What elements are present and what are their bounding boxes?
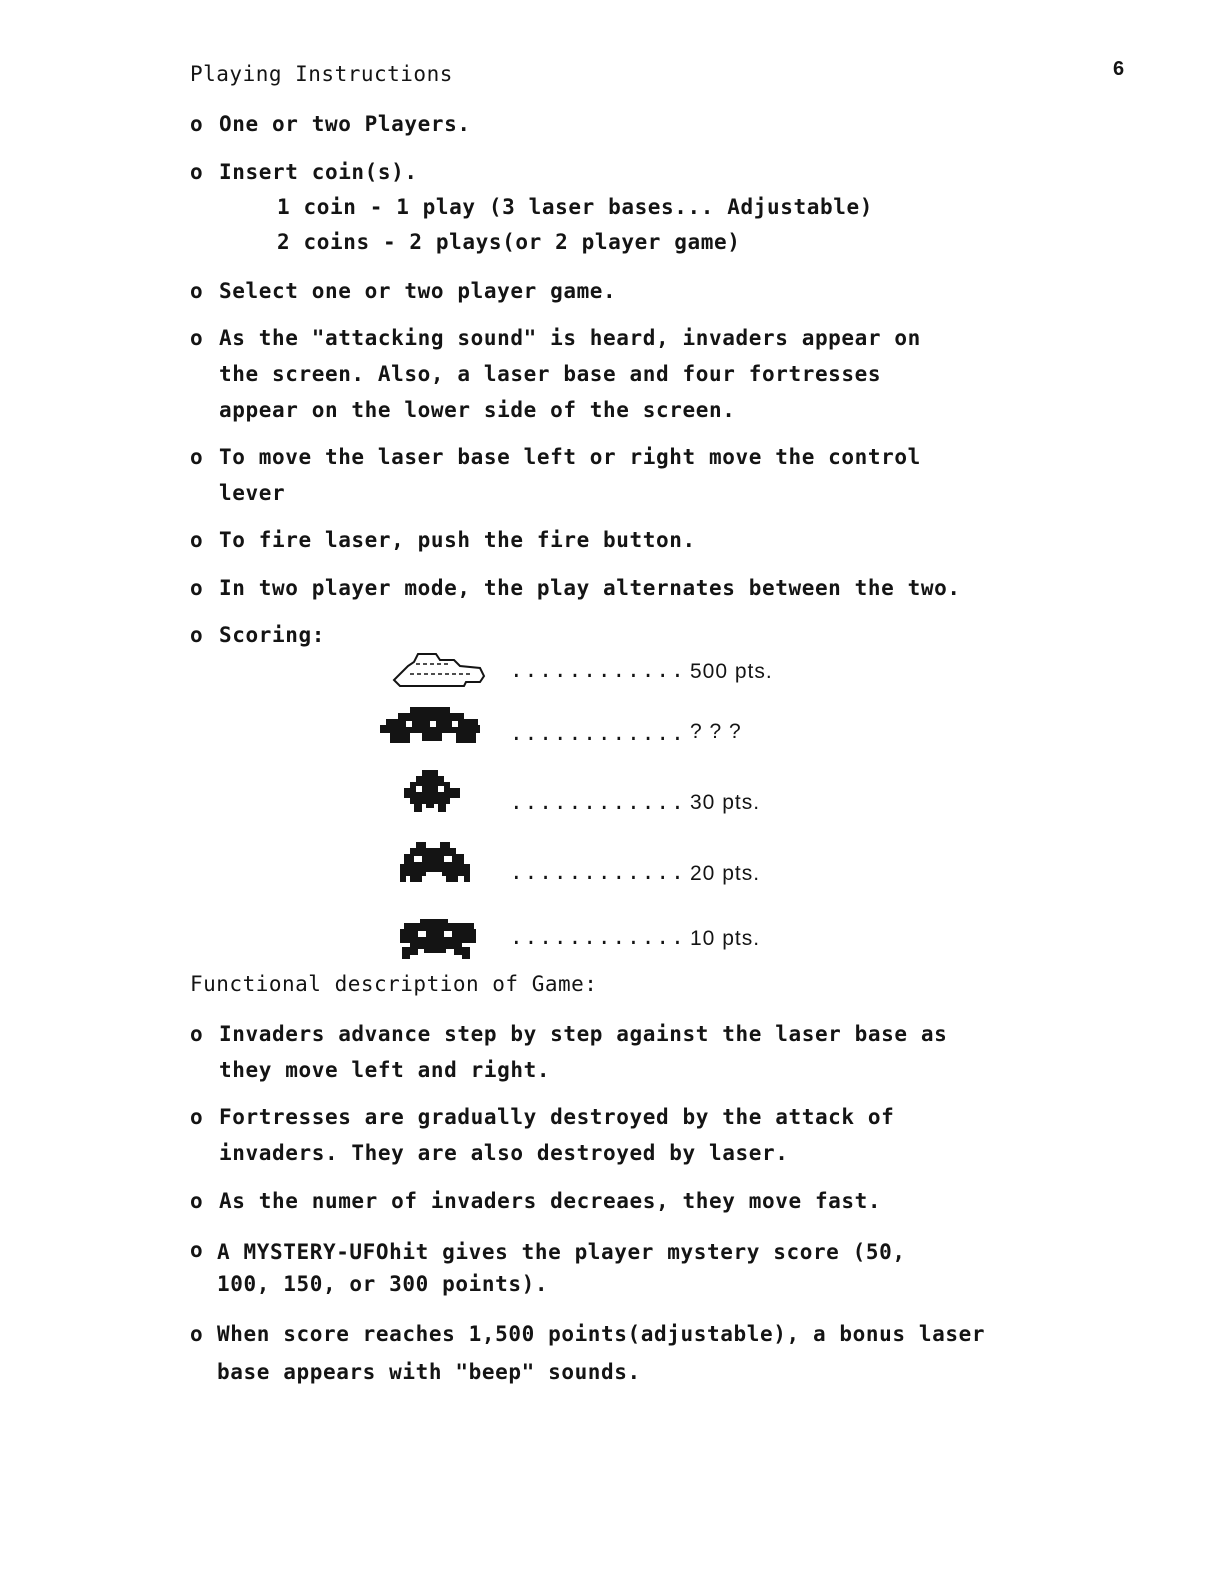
score-dots: ............	[510, 925, 686, 949]
functional-item-continued: they move left and right.	[219, 1058, 551, 1082]
bullet-marker: o	[190, 623, 203, 647]
score-dots: ............	[510, 790, 686, 814]
functional-item: A MYSTERY-UFOhit gives the player mystery score (50,	[217, 1240, 906, 1264]
score-value: 10 pts.	[690, 927, 761, 950]
functional-item: When score reaches 1,500 points(adjustable), a bonus laser	[217, 1322, 986, 1346]
instruction-item: Scoring:	[219, 623, 325, 647]
bullet-marker: o	[190, 1105, 203, 1129]
mystery-ufo-icon	[380, 705, 490, 751]
score-row	[380, 838, 880, 888]
functional-item-continued: base appears with "beep" sounds.	[217, 1360, 641, 1384]
score-dots: ............	[510, 721, 686, 745]
score-value: 20 pts.	[690, 862, 761, 885]
functional-item-continued: 100, 150, or 300 points).	[217, 1272, 549, 1296]
score-value: 30 pts.	[690, 791, 761, 814]
bullet-marker: o	[190, 1238, 203, 1262]
instruction-item-continued: the screen. Also, a laser base and four fortresses	[219, 362, 882, 386]
instruction-item: Select one or two player game.	[219, 279, 617, 303]
score-row	[380, 768, 880, 818]
octopus-invader-icon	[380, 915, 490, 963]
squid-invader-icon	[380, 768, 490, 816]
bullet-marker: o	[190, 326, 203, 350]
bullet-marker: o	[190, 1189, 203, 1213]
page-title: Playing Instructions	[190, 62, 453, 86]
instruction-item: To fire laser, push the fire button.	[219, 528, 696, 552]
section-heading: Functional description of Game:	[190, 972, 598, 996]
bullet-marker: o	[190, 528, 203, 552]
score-dots: ............	[510, 860, 686, 884]
bullet-marker: o	[190, 1322, 203, 1346]
score-value: 500 pts.	[690, 660, 773, 683]
bullet-marker: o	[190, 112, 203, 136]
instruction-item-continued: appear on the lower side of the screen.	[219, 398, 736, 422]
instruction-item: As the "attacking sound" is heard, invaders appear on	[219, 326, 921, 350]
bullet-marker: o	[190, 1022, 203, 1046]
page-number: 6	[1113, 58, 1125, 80]
functional-item: As the numer of invaders decreaes, they move fast.	[219, 1189, 882, 1213]
instruction-item: Insert coin(s).	[219, 160, 418, 184]
bullet-marker: o	[190, 279, 203, 303]
functional-item: Fortresses are gradually destroyed by the attack of	[219, 1105, 895, 1129]
ufo-outline-icon	[380, 648, 490, 690]
functional-item: Invaders advance step by step against the laser base as	[219, 1022, 948, 1046]
bullet-marker: o	[190, 445, 203, 469]
bullet-marker: o	[190, 576, 203, 600]
instruction-item-continued: lever	[219, 481, 286, 505]
functional-item-continued: invaders. They are also destroyed by laser.	[219, 1141, 789, 1165]
instruction-item: To move the laser base left or right move the control	[219, 445, 921, 469]
score-row	[380, 915, 880, 965]
crab-invader-icon	[380, 838, 490, 886]
instruction-subline: 1 coin - 1 play (3 laser bases... Adjustable)	[277, 195, 873, 219]
score-value: ? ? ?	[690, 720, 742, 743]
instruction-item: One or two Players.	[219, 112, 471, 136]
instruction-item: In two player mode, the play alternates between the two.	[219, 576, 961, 600]
score-row	[380, 705, 880, 755]
bullet-marker: o	[190, 160, 203, 184]
score-dots: ............	[510, 658, 686, 682]
score-row	[380, 648, 880, 698]
instruction-subline: 2 coins - 2 plays(or 2 player game)	[277, 230, 741, 254]
